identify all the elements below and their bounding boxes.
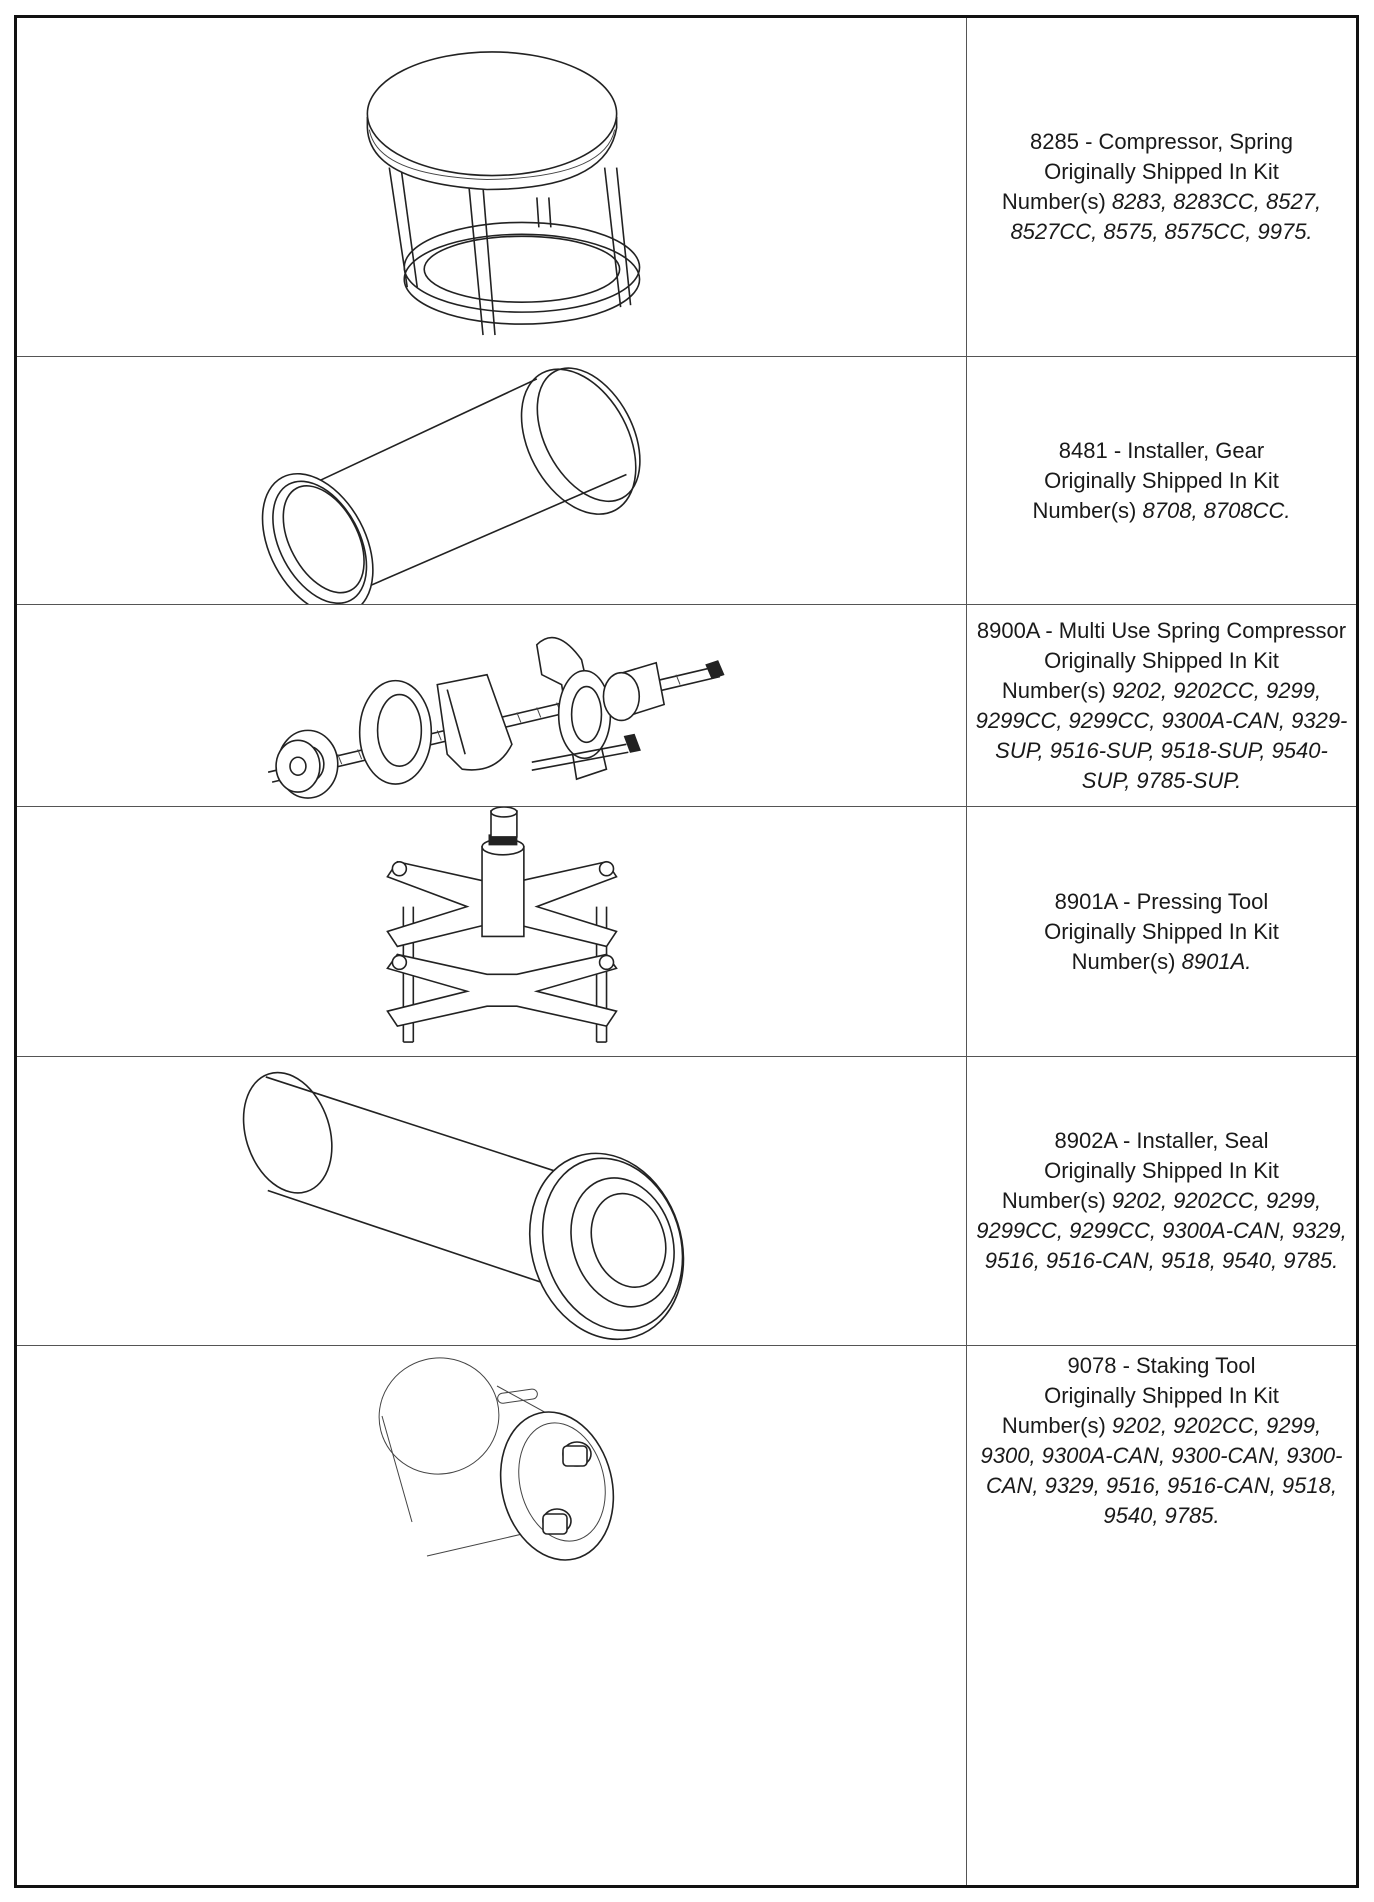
- tool-catalog-sheet: [14, 15, 1359, 1888]
- numbers-label: Number(s): [1001, 1188, 1106, 1213]
- tool-illustration-cell: [17, 1057, 967, 1345]
- tool-description-cell: [967, 605, 1356, 806]
- multi-use-spring-compressor-illustration: [17, 605, 966, 806]
- spring-compressor-illustration: [17, 18, 966, 356]
- tool-row: [17, 1346, 1356, 1885]
- tool-row: [17, 1057, 1356, 1346]
- shipped-in-kit-label: Originally Shipped In Kit: [1044, 159, 1279, 184]
- tool-row: [17, 357, 1356, 605]
- tool-title: 9078 - Staking Tool: [1067, 1353, 1256, 1378]
- tool-illustration-cell: [17, 605, 967, 806]
- gear-installer-illustration: [17, 357, 966, 604]
- shipped-in-kit-label: Originally Shipped In Kit: [1044, 647, 1279, 673]
- numbers-label: Number(s): [1032, 497, 1137, 523]
- tool-title: 8901A - Pressing Tool: [1054, 888, 1269, 914]
- kit-numbers: 8901A.: [1181, 948, 1252, 974]
- tool-description-cell: [967, 18, 1356, 356]
- tool-illustration-cell: [17, 357, 967, 604]
- tool-description-cell: [967, 807, 1356, 1056]
- shipped-in-kit-label: Originally Shipped In Kit: [1044, 467, 1279, 493]
- tool-row: [17, 605, 1356, 807]
- numbers-label: Number(s): [1001, 189, 1106, 214]
- tool-row: [17, 807, 1356, 1057]
- numbers-label: Number(s): [1001, 1413, 1106, 1438]
- kit-numbers: 9202, 9202CC, 9299, 9300, 9300A-CAN, 9300-CAN, 9300-CAN, 9329, 9516, 9516-CAN, 9518, 9540, 9785.: [980, 1413, 1343, 1528]
- tool-title: 8902A - Installer, Seal: [1054, 1128, 1269, 1153]
- tool-title: 8481 - Installer, Gear: [1058, 437, 1265, 463]
- shipped-in-kit-label: Originally Shipped In Kit: [1044, 918, 1279, 944]
- tool-title: 8285 - Compressor, Spring: [1030, 129, 1293, 154]
- numbers-label: Number(s): [1001, 677, 1106, 703]
- numbers-label: Number(s): [1071, 948, 1176, 974]
- tool-description-cell: [967, 1057, 1356, 1345]
- tool-row: [17, 18, 1356, 357]
- pressing-tool-illustration: [17, 807, 966, 1056]
- shipped-in-kit-label: Originally Shipped In Kit: [1044, 1158, 1279, 1183]
- kit-numbers: 9202, 9202CC, 9299, 9299CC, 9299CC, 9300A-CAN, 9329-SUP, 9516-SUP, 9518-SUP, 9540-SUP, 9785-SUP.: [975, 677, 1348, 793]
- staking-tool-illustration: [17, 1346, 966, 1885]
- tool-description-cell: [967, 357, 1356, 604]
- kit-numbers: 8283, 8283CC, 8527, 8527CC, 8575, 8575CC, 9975.: [1010, 189, 1322, 244]
- tool-description-cell: [967, 1346, 1356, 1536]
- tool-illustration-cell: [17, 1346, 967, 1885]
- tool-title: 8900A - Multi Use Spring Compressor: [976, 617, 1347, 643]
- seal-installer-illustration: [17, 1057, 966, 1345]
- kit-numbers: 9202, 9202CC, 9299, 9299CC, 9299CC, 9300A-CAN, 9329, 9516, 9516-CAN, 9518, 9540, 9785.: [976, 1188, 1347, 1273]
- shipped-in-kit-label: Originally Shipped In Kit: [1044, 1383, 1279, 1408]
- kit-numbers: 8708, 8708CC.: [1142, 497, 1291, 523]
- tool-illustration-cell: [17, 18, 967, 356]
- tool-illustration-cell: [17, 807, 967, 1056]
